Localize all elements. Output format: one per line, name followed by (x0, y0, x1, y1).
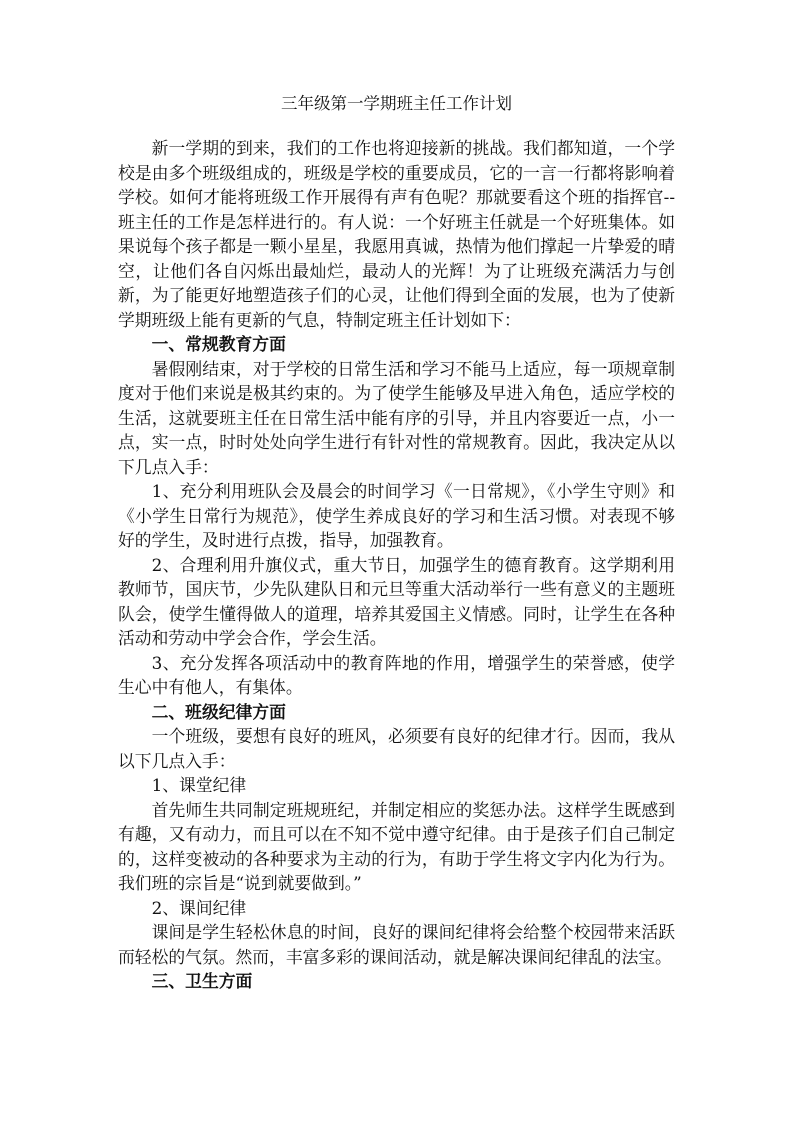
section-heading-routine: 一、常规教育方面 (151, 334, 286, 354)
section-heading-discipline: 二、班级纪律方面 (151, 701, 286, 722)
subheading-class-discipline: 1、课堂纪律 (151, 775, 247, 795)
document-title: 三年级第一学期班主任工作计划 (281, 94, 512, 113)
intro-paragraph: 新一学期的到来，我们的工作也将迎接新的挑战。我们都知道，一个学校是由多个班级组成的，班级是学校的重要成员，它的一言一行都将影响着学校。如何才能将班级工作开展得有声有色呢？那就要看这个班的指挥官--班主任的工作是怎样进行的。有人说：一个好班主任就是一个好班集体。如果说每个孩子都是一颗小星星，我愿用真诚，热情为他们撑起一片挚爱的晴空，让他们各自闪烁出最灿烂，最动人的光辉！为了让班级充满活力与创新，为了能更好地塑造孩子们的心灵，让他们得到全面的发展，也为了使新学期班级上能有更新的气息，特制定班主任计划如下： (118, 138, 675, 330)
paragraph-routine-3: 3、充分发挥各项活动中的教育阵地的作用，增强学生的荣誉感，使学生心中有他人，有集体。 (118, 652, 675, 697)
paragraph-routine-1: 1、充分利用班队会及晨会的时间学习《一日常规》，《小学生守则》和《小学生日常行为规范》，使学生养成良好的学习和生活习惯。对表现不够好的学生，及时进行点拨，指导，加强教育。 (118, 481, 675, 550)
document-body (118, 136, 675, 994)
paragraph-break-discipline: 课间是学生轻松休息的时间，良好的课间纪律将会给整个校园带来活跃而轻松的气氛。然而，丰富多彩的课间活动，就是解决课间纪律乱的法宝。 (118, 922, 675, 967)
paragraph-routine-intro: 暑假刚结束，对于学校的日常生活和学习不能马上适应，每一项规章制度对于他们来说是极其约束的。为了使学生能够及早进入角色，适应学校的生活，这就要班主任在日常生活中能有序的引导，并且内容要近一点，小一点，实一点，时时处处向学生进行有针对性的常规教育。因此，我决定从以下几点入手： (118, 358, 675, 477)
subheading-break-discipline: 2、课间纪律 (151, 897, 247, 918)
paragraph-class-discipline: 首先师生共同制定班规班纪，并制定相应的奖惩办法。这样学生既感到有趣，又有动力，而且可以在不知不觉中遵守纪律。由于是孩子们自己制定的，这样变被动的各种要求为主动的行为，有助于学生将文字内化为行为。我们班的宗旨是“说到就要做到。” (118, 799, 675, 893)
section-heading-hygiene: 三、卫生方面 (151, 971, 253, 991)
paragraph-routine-2: 2、合理利用升旗仪式，重大节日，加强学生的德育教育。这学期利用教师节，国庆节，少先队建队日和元旦等重大活动举行一些有意义的主题班队会，使学生懂得做人的道理，培养其爱国主义情感。同时，让学生在各种活动和劳动中学会合作，学会生活。 (118, 554, 675, 648)
paragraph-discipline-intro: 一个班级，要想有良好的班风，必须要有良好的纪律才行。因而，我从以下几点入手： (118, 726, 675, 771)
